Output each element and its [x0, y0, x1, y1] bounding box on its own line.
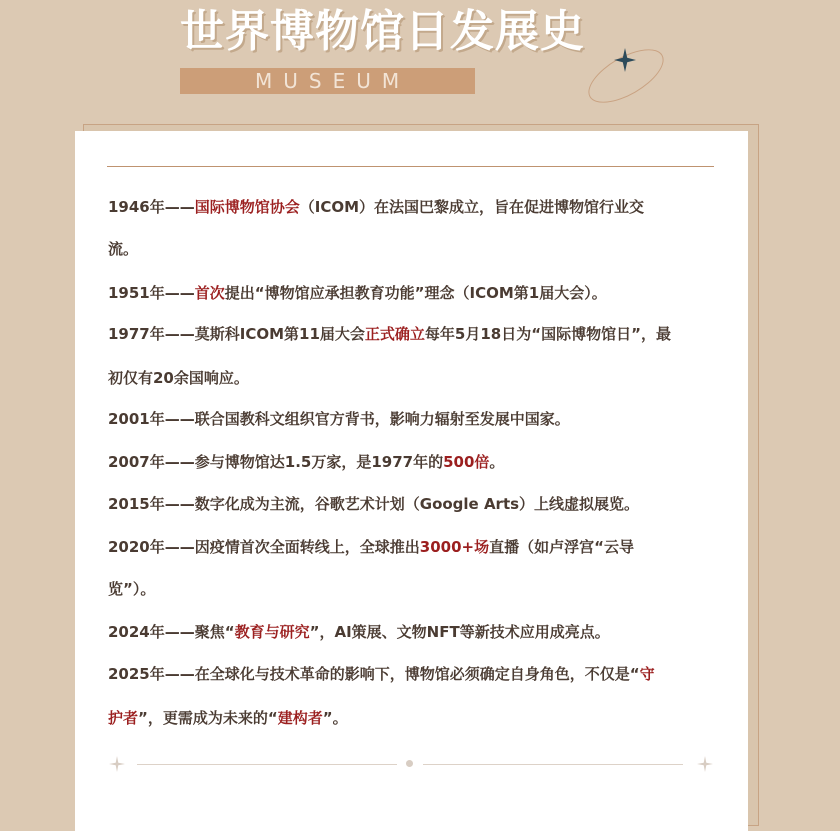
center-dot	[406, 760, 413, 767]
timeline-entry-2025	[108, 663, 718, 684]
entry-text: 莫斯科ICOM第11届大会	[194, 325, 365, 343]
four-point-star-icon	[614, 48, 636, 72]
entry-text: 初仅有20余国响应。	[108, 369, 249, 387]
entry-highlight: 3000+场	[419, 538, 490, 556]
entry-highlight: 国际博物馆协会	[194, 198, 300, 216]
entry-text: 览”）。	[108, 580, 156, 598]
entry-dash: ——	[164, 453, 195, 471]
bottom-divider-right	[423, 764, 683, 765]
timeline-entry-1946-cont	[108, 238, 718, 259]
timeline-entry-1977-cont	[108, 367, 718, 388]
timeline-card	[75, 131, 748, 831]
entry-year: 2001年	[108, 410, 165, 428]
entry-text: ”。	[322, 709, 348, 727]
page-title: 世界博物馆日发展史	[180, 6, 585, 57]
entry-dash: ——	[164, 665, 195, 683]
entry-text: 联合国教科文组织官方背书，影响力辐射至发展中国家。	[194, 410, 570, 428]
entry-highlight: 教育与研究	[234, 623, 310, 641]
entry-highlight: 守	[639, 665, 655, 683]
entry-dash: ——	[164, 325, 195, 343]
entry-highlight: 首次	[194, 284, 225, 302]
entry-text: （ICOM）在法国巴黎成立，旨在促进博物馆行业交	[299, 198, 645, 216]
timeline-entry-2007	[108, 451, 718, 472]
timeline-entry-1951	[108, 282, 718, 303]
entry-dash: ——	[164, 623, 195, 641]
sparkle-icon	[697, 756, 713, 772]
timeline-entry-2025-cont	[108, 707, 718, 728]
timeline-entry-1946	[108, 196, 718, 217]
entry-year: 2020年	[108, 538, 165, 556]
entry-year: 1977年	[108, 325, 165, 343]
entry-year: 2024年	[108, 623, 165, 641]
entry-highlight: 护者	[108, 709, 139, 727]
entry-year: 1951年	[108, 284, 165, 302]
entry-text: 流。	[108, 240, 139, 258]
entry-year: 1946年	[108, 198, 165, 216]
entry-dash: ——	[164, 495, 195, 513]
entry-text: 参与博物馆达1.5万家，是1977年的	[194, 453, 444, 471]
entry-year: 2007年	[108, 453, 165, 471]
entry-text: 聚焦“	[194, 623, 235, 641]
entry-text: 因疫情首次全面转线上，全球推出	[194, 538, 420, 556]
entry-highlight: 建构者	[277, 709, 323, 727]
entry-highlight: 500倍	[443, 453, 490, 471]
entry-text: ”，更需成为未来的“	[138, 709, 278, 727]
entry-text: 数字化成为主流，谷歌艺术计划（Google Arts）上线虚拟展览。	[194, 495, 640, 513]
entry-text: 直播（如卢浮宫“云导	[489, 538, 634, 556]
entry-dash: ——	[164, 284, 195, 302]
subtitle-text: MUSEUM	[255, 69, 411, 93]
timeline-entry-2024	[108, 621, 718, 642]
entry-text: 提出“博物馆应承担教育功能”理念（ICOM第1届大会）。	[224, 284, 607, 302]
entry-year: 2015年	[108, 495, 165, 513]
entry-text: ”，AI策展、文物NFT等新技术应用成亮点。	[309, 623, 610, 641]
timeline-entry-2001	[108, 408, 718, 429]
timeline-entry-2020	[108, 536, 718, 557]
timeline-entry-1977	[108, 323, 718, 344]
entry-year: 2025年	[108, 665, 165, 683]
bottom-divider-left	[137, 764, 397, 765]
timeline-entry-2015	[108, 493, 718, 514]
top-divider	[107, 166, 714, 167]
entry-dash: ——	[164, 410, 195, 428]
entry-text: 。	[489, 453, 505, 471]
entry-dash: ——	[164, 538, 195, 556]
entry-dash: ——	[164, 198, 195, 216]
entry-text: 在全球化与技术革命的影响下，博物馆必须确定自身角色，不仅是“	[194, 665, 640, 683]
timeline-entry-2020-cont	[108, 578, 718, 599]
entry-highlight: 正式确立	[364, 325, 425, 343]
sparkle-icon	[109, 756, 125, 772]
entry-text: 每年5月18日为“国际博物馆日”，最	[424, 325, 671, 343]
